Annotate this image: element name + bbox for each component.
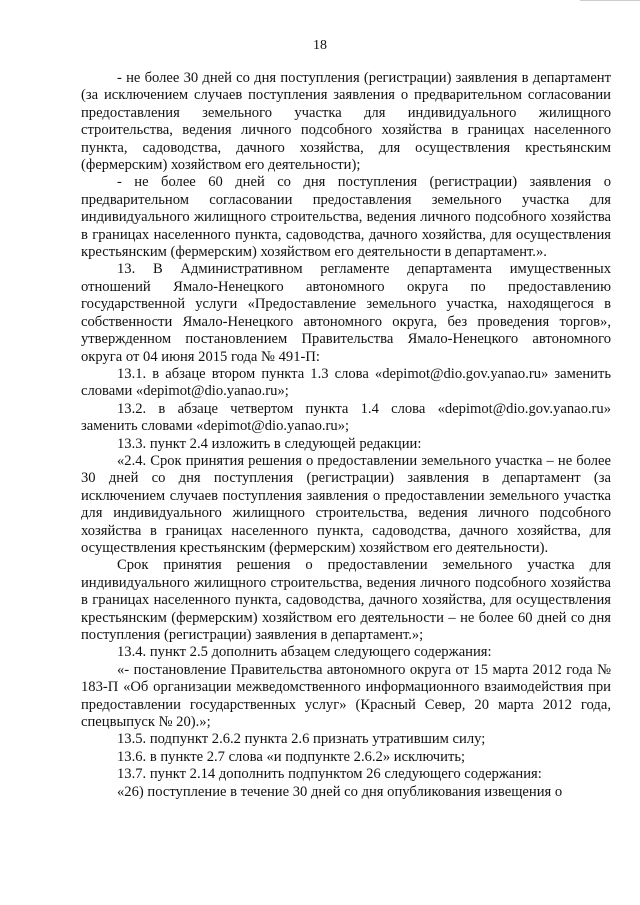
paragraph-7: «2.4. Срок принятия решения о предоставлении земельного участка – не более 30 дней со дня поступления (регистрации) заявления в департамент (за исключением случаев поступления заявления о предоставлении земельного участка для индивидуального жилищного строительства, ведения личного подсобного хозяйства в границах населенного пункта, садоводства, дачного хозяйства, для осуществления крестьянским (фермерским) хозяйством его деятельности).	[81, 452, 611, 556]
document-body	[81, 70, 611, 801]
paragraph-5: 13.2. в абзаце четвертом пункта 1.4 слова «depimot@dio.gov.yanao.ru» заменить словами «depimot@dio.yanao.ru»;	[81, 400, 611, 435]
paragraph-1: - не более 30 дней со дня поступления (регистрации) заявления в департамент (за исключением случаев поступления заявления о предварительном согласовании предоставления земельного участка для индивидуального жилищного строительства, ведения личного подсобного хозяйства в границах населенного пункта, садоводства, дачного хозяйства, для осуществления крестьянским (фермерским) хозяйством его деятельности);	[81, 70, 611, 174]
paragraph-4: 13.1. в абзаце втором пункта 1.3 слова «depimot@dio.gov.yanao.ru» заменить словами «depimot@dio.yanao.ru»;	[81, 365, 611, 400]
paragraph-11: 13.5. подпункт 2.6.2 пункта 2.6 признать утратившим силу;	[117, 731, 486, 748]
paragraph-3: 13. В Административном регламенте департамента имущественных отношений Ямало-Ненецкого автономного округа по предоставлению государственной услуги «Предоставление земельного участка, находящегося в собственности Ямало-Ненецкого автономного округа, без проведения торгов», утвержденном постановлением Правительства Ямало-Ненецкого автономного округа от 04 июня 2015 года № 491-П:	[81, 261, 611, 365]
paragraph-12: 13.6. в пункте 2.7 слова «и подпункте 2.6.2» исключить;	[117, 748, 466, 765]
paragraph-9: 13.4. пункт 2.5 дополнить абзацем следующего содержания:	[117, 644, 492, 661]
page-number: 18	[313, 38, 327, 53]
paragraph-13: 13.7. пункт 2.14 дополнить подпунктом 26 следующего содержания:	[117, 766, 542, 783]
paragraph-2: - не более 60 дней со дня поступления (регистрации) заявления о предварительном согласовании предоставления земельного участка для индивидуального жилищного строительства, ведения личного подсобного хозяйства в границах населенного пункта, садоводства, дачного хозяйства, для осуществления крестьянским (фермерским) хозяйством его деятельности в департамент.».	[81, 174, 611, 261]
paragraph-6: 13.3. пункт 2.4 изложить в следующей редакции:	[117, 435, 422, 452]
scan-edge-mark	[580, 0, 640, 5]
paragraph-14: «26) поступление в течение 30 дней со дня опубликования извещения о	[117, 783, 563, 800]
paragraph-8: Срок принятия решения о предоставлении земельного участка для индивидуального жилищного строительства, ведения личного подсобного хозяйства в границах населенного пункта, садоводства, дачного хозяйства, для осуществления крестьянским (фермерским) хозяйством его деятельности – не более 60 дней со дня поступления (регистрации) заявления в департамент.»;	[81, 557, 611, 643]
paragraph-10: «- постановление Правительства автономного округа от 15 марта 2012 года № 183-П «Об организации межведомственного информационного взаимодействия при предоставлении государственных услуг» (Красный Север, 20 марта 2012 года, спецвыпуск № 20).»;	[81, 661, 611, 731]
